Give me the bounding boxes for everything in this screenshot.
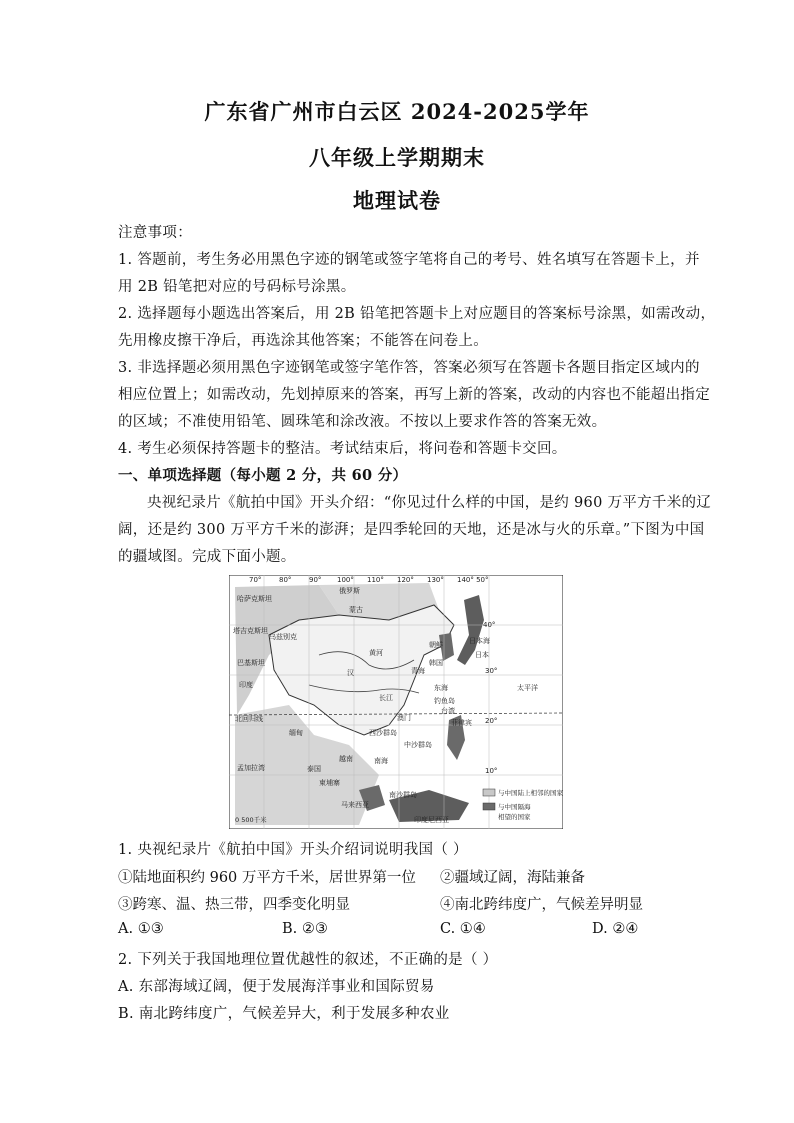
q1-option-d[interactable]: D. ②④	[592, 921, 639, 937]
notice-line: 2. 选择题每小题选出答案后，用 2B 铅笔把答题卡上对应题目的答案标号涂黑，如需改动，	[118, 306, 716, 322]
question-2-stem: 2. 下列关于我国地理位置优越性的叙述，不正确的是（ ）	[118, 952, 498, 968]
lon-tick: 90°	[309, 576, 322, 584]
title-line-2: 八年级上学期期末	[309, 145, 485, 170]
map-label: 蒙古	[349, 606, 363, 614]
title-line-3: 地理试卷	[353, 188, 441, 213]
map-label: 东海	[434, 684, 448, 692]
map-label: 西沙群岛	[369, 729, 397, 737]
map-label: 太平洋	[517, 684, 538, 692]
map-label: 台湾	[441, 707, 455, 715]
map-label: 巴基斯坦	[237, 659, 265, 667]
q1-statement-2: ②疆域辽阔，海陆兼备	[440, 870, 585, 886]
notice-heading: 注意事项：	[118, 225, 192, 241]
notice-line: 1. 答题前，考生务必用黑色字迹的钢笔或签字笔将自己的考号、姓名填写在答题卡上，并	[118, 252, 700, 268]
notice-line: 3. 非选择题必须用黑色字迹钢笔或签字笔作答，答案必须写在答题卡各题目指定区域内的	[118, 360, 700, 376]
q1-option-a[interactable]: A. ①③	[118, 921, 164, 937]
map-label: 菲律宾	[451, 719, 472, 727]
map-label: 越南	[339, 755, 353, 763]
map-label: 俄罗斯	[339, 587, 360, 595]
q1-option-c[interactable]: C. ①④	[440, 921, 486, 937]
intro-line: 的疆域图。完成下面小题。	[118, 549, 296, 565]
map-label: 韩国	[429, 659, 443, 667]
map-label: 北回归线	[235, 715, 263, 723]
map-label: 印度尼西亚	[414, 816, 449, 824]
map-label: 朝鲜	[429, 641, 443, 649]
legend-label: 相望的国家	[498, 813, 531, 821]
q1-option-b[interactable]: B. ②③	[282, 921, 328, 937]
china-territory-map	[229, 575, 563, 829]
lon-tick: 120°	[397, 576, 414, 584]
map-label: 汉	[347, 669, 354, 677]
legend-label: 与中国陆上相邻的国家	[498, 789, 563, 797]
map-label: 澳门	[397, 714, 411, 722]
lon-tick: 140° 50°	[457, 576, 489, 584]
map-label: 印度	[239, 681, 253, 689]
map-label: 马来西亚	[341, 801, 369, 809]
map-label: 日本	[475, 651, 489, 659]
map-label: 南沙群岛	[389, 791, 417, 799]
lon-tick: 130°	[427, 576, 444, 584]
lon-tick: 70°	[249, 576, 262, 584]
map-label: 哈萨克斯坦	[237, 595, 272, 603]
q2-option-a[interactable]: A. 东部海域辽阔，便于发展海洋事业和国际贸易	[118, 979, 435, 995]
q1-statement-3: ③跨寒、温、热三带，四季变化明显	[118, 897, 350, 913]
notice-line: 先用橡皮擦干净后，再选涂其他答案；不能答在问卷上。	[118, 333, 488, 349]
map-label: 中沙群岛	[404, 741, 432, 749]
map-label: 南海	[374, 757, 388, 765]
lat-tick: 40°	[483, 621, 496, 629]
legend-label: 与中国隔海	[498, 803, 531, 811]
map-label: 孟加拉湾	[237, 764, 265, 772]
notice-line: 4. 考生必须保持答题卡的整洁。考试结束后，将问卷和答题卡交回。	[118, 441, 567, 457]
intro-line: 阔，还是约 300 万平方千米的澎湃；是四季轮回的天地，还是冰与火的乐章。”下图为中国	[118, 522, 705, 538]
intro-line: 央视纪录片《航拍中国》开头介绍：“你见过什么样的中国，是约 960 万平方千米的辽	[147, 495, 712, 511]
map-label: 日本海	[469, 637, 490, 645]
lon-tick: 100°	[337, 576, 354, 584]
map-label: 泰国	[307, 765, 321, 773]
question-1-stem: 1. 央视纪录片《航拍中国》开头介绍词说明我国（ ）	[118, 842, 468, 858]
notice-line: 用 2B 铅笔把对应的号码标号涂黑。	[118, 279, 356, 295]
q1-statement-4: ④南北跨纬度广，气候差异明显	[440, 897, 643, 913]
map-label: 青海	[411, 667, 425, 675]
q1-statement-1: ①陆地面积约 960 万平方千米，居世界第一位	[118, 870, 416, 886]
lat-tick: 30°	[485, 667, 498, 675]
title-line-1: 广东省广州市白云区 2024-2025学年	[204, 99, 590, 124]
map-label: 缅甸	[289, 729, 303, 737]
map-label: 长江	[379, 694, 393, 702]
scale-bar-label: 0 500千米	[235, 816, 267, 824]
notice-line: 相应位置上；如需改动，先划掉原来的答案，再写上新的答案，改动的内容也不能超出指定	[118, 387, 710, 403]
map-label: 黄河	[369, 649, 383, 657]
map-label: 钓鱼岛	[434, 697, 455, 705]
q2-option-b[interactable]: B. 南北跨纬度广，气候差异大，利于发展多种农业	[118, 1006, 450, 1022]
notice-line: 的区域；不准使用铅笔、圆珠笔和涂改液。不按以上要求作答的答案无效。	[118, 414, 607, 430]
lat-tick: 10°	[485, 767, 498, 775]
map-label: 柬埔寨	[319, 779, 340, 787]
lon-tick: 80°	[279, 576, 292, 584]
map-label: 塔吉克斯坦	[233, 627, 268, 635]
section-heading: 一、单项选择题（每小题 2 分，共 60 分）	[118, 467, 408, 484]
lon-tick: 110°	[367, 576, 384, 584]
map-label: 乌兹别克	[269, 633, 297, 641]
lat-tick: 20°	[485, 717, 498, 725]
